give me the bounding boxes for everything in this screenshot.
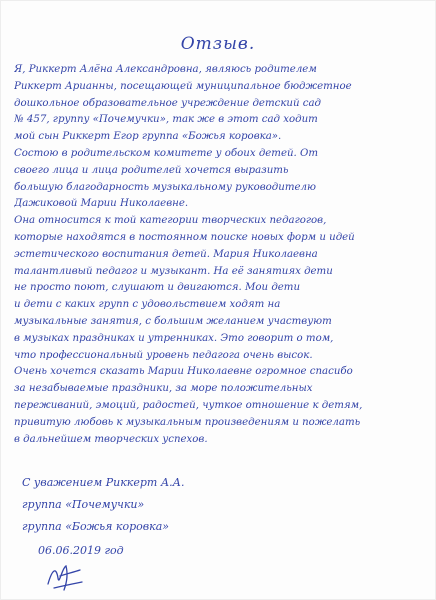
body-line: за незабываемые праздники, за море положительных (14, 383, 313, 395)
body-line: Я, Риккерт Алёна Александровна, являюсь родителем (14, 64, 317, 75)
body-line: в дальнейшем творческих успехов. (14, 433, 208, 445)
body-line: привитую любовь к музыкальным произведениям и пожелать (14, 416, 361, 428)
body-line: Риккерт Арианны, посещающей муниципальное бюджетное (14, 80, 352, 92)
body-line: мой сын Риккерт Егор группа «Божья коровка». (14, 131, 282, 143)
closing-block (22, 472, 322, 538)
letter-date: 06.06.2019 год (38, 544, 124, 557)
body-line: Дажиковой Марии Николаевне. (14, 198, 189, 210)
body-line: в музыках праздниках и утренниках. Это говорит о том, (14, 332, 334, 344)
letter-title: Отзыв. (180, 34, 256, 54)
body-line: Состою в родительском комитете у обоих детей. От (14, 147, 319, 159)
closing-regards: С уважением Риккерт А.А. (22, 476, 185, 489)
closing-group-pochemuchki: группа «Почемучки» (22, 498, 145, 511)
body-line: что профессиональный уровень педагога очень высок. (14, 349, 313, 361)
signature (44, 560, 84, 594)
body-line: талантливый педагог и музыкант. На её занятиях дети (14, 265, 333, 277)
body-line: своего лица и лица родителей хочется выразить (14, 164, 289, 176)
body-line: переживаний, эмоций, радостей, чуткое отношение к детям, (14, 399, 363, 411)
body-line: большую благодарность музыкальному руководителю (14, 181, 316, 193)
body-line: № 457, группу «Почемучки», так же в этот сад ходит (14, 114, 318, 126)
body-line: и дети с каких групп с удовольствием ходят на (14, 299, 281, 311)
body-line: которые находятся в постоянном поиске новых форм и идей (14, 231, 355, 243)
body-line: Она относится к той категории творческих педагогов, (14, 215, 327, 227)
body-line: музыкальные занятия, с большим желанием участвуют (14, 315, 332, 327)
body-line: не просто поют, слушают и двигаются. Мои дети (14, 282, 301, 294)
body-line: эстетического воспитания детей. Мария Николаевна (14, 248, 318, 260)
closing-group-bozhya-korovka: группа «Божья коровка» (22, 520, 170, 533)
body-line: дошкольное образовательное учреждение детский сад (14, 97, 322, 109)
letter-body (14, 62, 426, 448)
body-line: Очень хочется сказать Марии Николаевне огромное спасибо (14, 366, 353, 378)
